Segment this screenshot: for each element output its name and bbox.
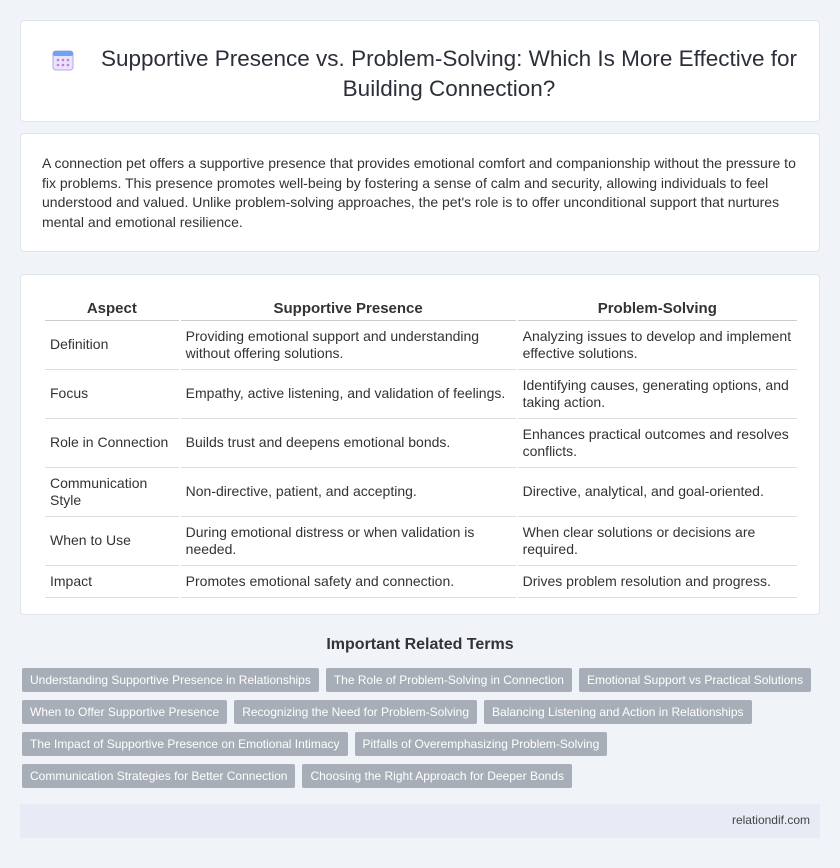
table-cell: Directive, analytical, and goal-oriented. [518, 468, 797, 517]
table-cell: Focus [45, 370, 179, 419]
page-title: Supportive Presence vs. Problem-Solving: Which Is More Effective for Building Connection? [100, 46, 798, 101]
table-row [45, 468, 797, 517]
comparison-table [43, 297, 799, 598]
calendar-icon [51, 48, 75, 72]
related-terms-list [22, 668, 822, 796]
table-cell: Builds trust and deepens emotional bonds. [181, 419, 516, 468]
table-cell: Providing emotional support and understanding without offering solutions. [181, 321, 516, 370]
tag-row [22, 668, 822, 692]
related-term-tag[interactable]: Communication Strategies for Better Connection [22, 764, 295, 788]
tag-row [22, 700, 822, 724]
table-cell: Empathy, active listening, and validation of feelings. [181, 370, 516, 419]
column-header-problem-solving: Problem-Solving [518, 297, 797, 321]
related-term-tag[interactable]: When to Offer Supportive Presence [22, 700, 227, 724]
comparison-table-card [20, 274, 820, 615]
table-row [45, 419, 797, 468]
table-cell: Identifying causes, generating options, and taking action. [518, 370, 797, 419]
table-cell: During emotional distress or when validation is needed. [181, 517, 516, 566]
column-header-aspect: Aspect [45, 297, 179, 321]
table-cell: When to Use [45, 517, 179, 566]
intro-card [20, 133, 820, 252]
related-term-tag[interactable]: The Impact of Supportive Presence on Emotional Intimacy [22, 732, 348, 756]
table-row [45, 321, 797, 370]
table-cell: Communication Style [45, 468, 179, 517]
table-cell: Non-directive, patient, and accepting. [181, 468, 516, 517]
table-cell: Promotes emotional safety and connection. [181, 566, 516, 598]
table-row [45, 517, 797, 566]
related-term-tag[interactable]: Balancing Listening and Action in Relationships [484, 700, 752, 724]
intro-paragraph: A connection pet offers a supportive presence that provides emotional comfort and companionship without the pressure to fix problems. This presence promotes well-being by fostering a sense of calm and security, allowing individuals to feel understood and valued. Unlike problem-solving approaches, the pet's role is to offer unconditional support that nurtures mental and emotional resilience. [42, 155, 796, 230]
related-term-tag[interactable]: Pitfalls of Overemphasizing Problem-Solving [355, 732, 608, 756]
table-cell: Drives problem resolution and progress. [518, 566, 797, 598]
table-header-row [45, 297, 797, 321]
table-row [45, 566, 797, 598]
title-card [20, 20, 820, 122]
related-term-tag[interactable]: Emotional Support vs Practical Solutions [579, 668, 811, 692]
related-term-tag[interactable]: Choosing the Right Approach for Deeper Bonds [302, 764, 572, 788]
footer-site-name[interactable]: relationdif.com [731, 813, 810, 827]
table-cell: Role in Connection [45, 419, 179, 468]
related-term-tag[interactable]: The Role of Problem-Solving in Connection [326, 668, 572, 692]
table-row [45, 370, 797, 419]
related-term-tag[interactable]: Recognizing the Need for Problem-Solving [234, 700, 477, 724]
footer [20, 804, 820, 838]
related-term-tag[interactable]: Understanding Supportive Presence in Relationships [22, 668, 319, 692]
table-cell: Definition [45, 321, 179, 370]
tag-row [22, 732, 822, 756]
column-header-supportive-presence: Supportive Presence [181, 297, 516, 321]
tag-row [22, 764, 822, 788]
table-cell: Impact [45, 566, 179, 598]
table-cell: Analyzing issues to develop and implement effective solutions. [518, 321, 797, 370]
table-cell: When clear solutions or decisions are required. [518, 517, 797, 566]
related-terms-heading: Important Related Terms [326, 636, 514, 653]
table-cell: Enhances practical outcomes and resolves conflicts. [518, 419, 797, 468]
